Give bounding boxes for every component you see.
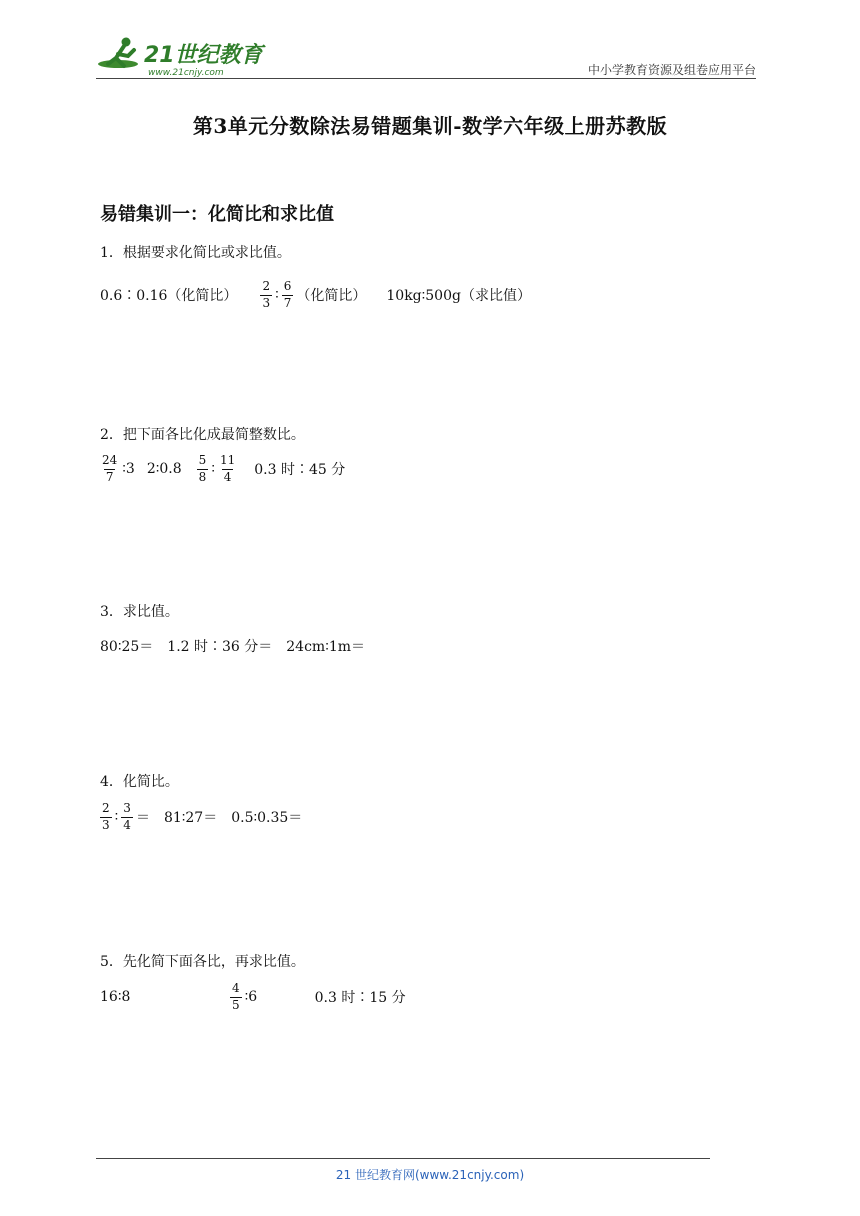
page-title: 第3单元分数除法易错题集训-数学六年级上册苏教版 [192, 114, 668, 138]
q3-item-3: 24cm∶1m＝ [286, 639, 366, 655]
q2-fraction-a: $\frac{24}{7}$ [102, 453, 118, 484]
footer-link[interactable]: 21 世纪教育网(www.21cnjy.com) [335, 1168, 525, 1182]
question-3-prompt: 3．求比值。 [100, 604, 179, 620]
q5-fraction-a: $\frac{4}{5}$ [232, 981, 240, 1012]
question-5-items [100, 982, 406, 1013]
header-platform-text: 中小学教育资源及组卷应用平台 [587, 63, 756, 77]
question-4-items [100, 802, 302, 833]
q2-item-1-suffix: ∶3 [122, 461, 135, 478]
q5-item-3: 0.3 时∶15 分 [314, 990, 406, 1007]
logo-text: 21世纪教育 [144, 43, 263, 68]
header-divider [96, 78, 756, 79]
q3-item-2: 1.2 时∶36 分＝ [167, 639, 273, 655]
question-1-prompt: 1．根据要求化简比或求比值。 [100, 245, 291, 261]
footer-divider [96, 1158, 710, 1159]
q1-item-1: 0.6∶0.16（化简比） [100, 288, 238, 305]
q4-fraction-a: $\frac{2}{3}$ [102, 801, 110, 832]
question-2-items [100, 454, 345, 485]
question-2-prompt: 2．把下面各比化成最简整数比。 [100, 427, 305, 443]
q2-item-4: 0.3 时∶45 分 [254, 462, 346, 479]
q5-item-1: 16∶8 [100, 989, 131, 1006]
q1-item-3: 10kg∶500g（求比值） [386, 288, 531, 305]
q3-item-1: 80∶25＝ [100, 639, 154, 655]
ratio-sep: ∶ [114, 809, 119, 826]
question-3-items [100, 636, 365, 656]
q1-fraction-a: $\frac{2}{3}$ [262, 279, 271, 310]
ratio-sep: ∶ [275, 287, 279, 304]
q2-fraction-b: $\frac{5}{8}$ [198, 453, 207, 484]
q5-item-2-suffix: ∶6 [244, 989, 258, 1006]
q4-fraction-b: $\frac{3}{4}$ [123, 801, 131, 832]
question-5-prompt: 5．先化简下面各比，再求比值。 [100, 954, 305, 970]
q4-item-2: 81∶27＝ [163, 810, 218, 827]
q2-item-2: 2∶0.8 [146, 461, 182, 478]
question-1-items [100, 280, 531, 311]
q4-item-1-suffix: ＝ [135, 810, 150, 827]
q1-item-2-suffix: （化简比） [296, 288, 367, 305]
logo-url: www.21cnjy.com [148, 68, 224, 78]
q2-fraction-c: $\frac{11}{4}$ [219, 453, 236, 484]
site-logo [96, 34, 266, 78]
ratio-sep: ∶ [211, 461, 215, 478]
section-title: 易错集训一：化简比和求比值 [100, 204, 334, 225]
q1-fraction-b: $\frac{6}{7}$ [283, 279, 292, 310]
q4-item-3: 0.5∶0.35＝ [231, 810, 303, 827]
question-4-prompt: 4．化简比。 [100, 774, 179, 790]
